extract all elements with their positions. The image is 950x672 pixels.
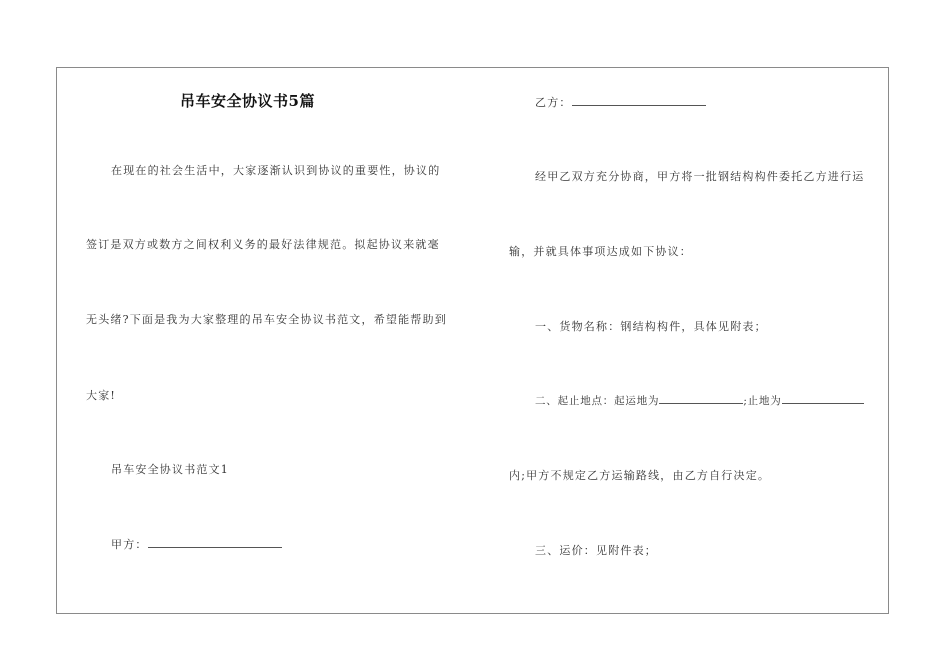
party-a-line [111, 536, 282, 552]
item-2-prefix: 二、起止地点：起运地为 [535, 395, 660, 407]
item-2-line-1 [535, 393, 864, 408]
item-2-line-2: 内;甲方不规定乙方运输路线，由乙方自行决定。 [509, 469, 771, 482]
party-b-line [535, 94, 706, 110]
item-2-middle: ;止地为 [743, 395, 782, 407]
origin-blank [659, 393, 743, 404]
destination-blank [782, 393, 864, 404]
intro-line-4: 大家! [86, 389, 117, 402]
party-b-blank [572, 95, 706, 106]
sample-heading: 吊车安全协议书范文1 [111, 463, 229, 476]
party-b-label: 乙方： [535, 96, 572, 109]
page-frame [56, 67, 889, 614]
party-a-blank [148, 537, 282, 548]
para1-line-2: 输，并就具体事项达成如下协议： [509, 245, 692, 258]
intro-line-1: 在现在的社会生活中，大家逐渐认识到协议的重要性，协议的 [111, 164, 441, 177]
item-1: 一、货物名称：钢结构构件，具体见附表； [535, 320, 767, 333]
item-3: 三、运价：见附件表； [535, 544, 657, 557]
intro-line-2: 签订是双方或数方之间权利义务的最好法律规范。拟起协议来就毫 [86, 238, 440, 251]
party-a-label: 甲方： [111, 538, 148, 551]
document-title: 吊车安全协议书5篇 [180, 92, 315, 110]
intro-line-3: 无头绪?下面是我为大家整理的吊车安全协议书范文，希望能帮助到 [86, 313, 447, 326]
para1-line-1: 经甲乙双方充分协商，甲方将一批钢结构构件委托乙方进行运 [535, 170, 865, 183]
